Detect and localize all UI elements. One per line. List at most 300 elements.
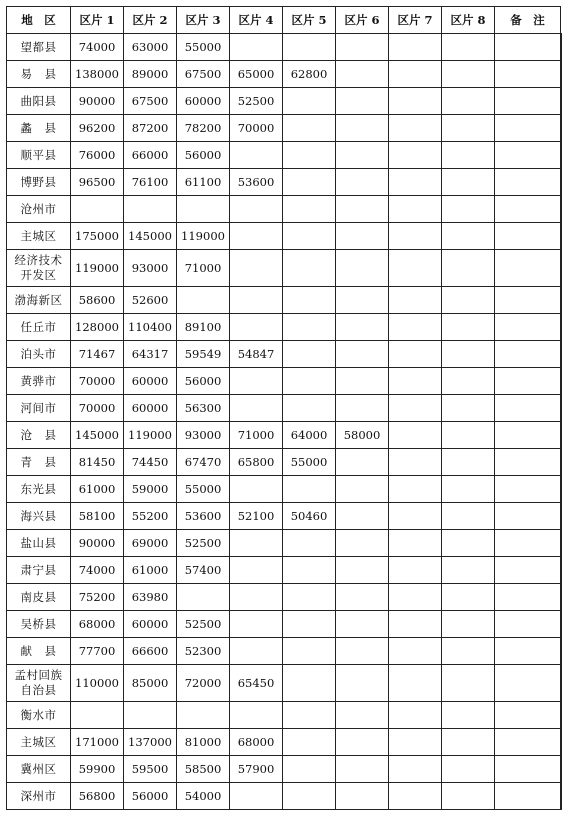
zone-3-price-cell: 89100 [177, 314, 230, 341]
table-row [7, 557, 562, 584]
zone-2-price-cell: 60000 [124, 395, 177, 422]
zone-4-price-cell [230, 287, 283, 314]
zone-5-price-cell [283, 115, 336, 142]
zone-6-price-cell [336, 449, 389, 476]
zone-4-price-cell [230, 314, 283, 341]
zone-7-price-cell [389, 115, 442, 142]
region-cell: 任丘市 [7, 314, 71, 341]
zone-3-price-cell: 67500 [177, 61, 230, 88]
region-cell: 河间市 [7, 395, 71, 422]
zone-3-price-cell: 55000 [177, 34, 230, 61]
zone-9-price-cell [495, 503, 561, 530]
region-cell: 南皮县 [7, 584, 71, 611]
zone-4-price-cell: 65800 [230, 449, 283, 476]
region-cell: 泊头市 [7, 341, 71, 368]
zone-3-price-cell: 52300 [177, 638, 230, 665]
zone-3-price-cell: 71000 [177, 250, 230, 287]
zone-2-price-cell: 59000 [124, 476, 177, 503]
zone-9-price-cell [495, 449, 561, 476]
zone-4-price-cell [230, 142, 283, 169]
remarks-cell [561, 341, 562, 368]
zone-6-price-cell [336, 476, 389, 503]
zone-6-price-cell [336, 250, 389, 287]
zone-5-price-cell [283, 530, 336, 557]
remarks-cell [561, 476, 562, 503]
zone-6-price-cell [336, 88, 389, 115]
table-row [7, 341, 562, 368]
zone-9-price-cell [495, 169, 561, 196]
zone-4-price-cell [230, 395, 283, 422]
zone-4-price-cell: 53600 [230, 169, 283, 196]
zone-3-price-cell: 67470 [177, 449, 230, 476]
remarks-cell [561, 250, 562, 287]
header-zone-2: 区片 2 [124, 7, 177, 34]
zone-1-price-cell: 74000 [71, 557, 124, 584]
remarks-cell [561, 756, 562, 783]
zone-2-price-cell: 63000 [124, 34, 177, 61]
zone-6-price-cell [336, 783, 389, 810]
zone-1-price-cell [71, 702, 124, 729]
zone-9-price-cell [495, 142, 561, 169]
zone-6-price-cell [336, 584, 389, 611]
zone-1-price-cell: 70000 [71, 395, 124, 422]
zone-2-price-cell: 87200 [124, 115, 177, 142]
zone-9-price-cell [495, 729, 561, 756]
zone-8-price-cell [442, 341, 495, 368]
remarks-cell [561, 368, 562, 395]
zone-8-price-cell [442, 169, 495, 196]
zone-6-price-cell [336, 729, 389, 756]
zone-7-price-cell [389, 729, 442, 756]
zone-1-price-cell: 74000 [71, 34, 124, 61]
zone-1-price-cell: 171000 [71, 729, 124, 756]
zone-1-price-cell: 138000 [71, 61, 124, 88]
header-zone-5: 区片 5 [283, 7, 336, 34]
header-zone-3: 区片 3 [177, 7, 230, 34]
zone-8-price-cell [442, 314, 495, 341]
zone-5-price-cell [283, 169, 336, 196]
zone-2-price-cell: 93000 [124, 250, 177, 287]
zone-2-price-cell: 52600 [124, 287, 177, 314]
zone-8-price-cell [442, 530, 495, 557]
zone-3-price-cell: 57400 [177, 557, 230, 584]
zone-8-price-cell [442, 196, 495, 223]
zone-8-price-cell [442, 115, 495, 142]
header-zone-4: 区片 4 [230, 7, 283, 34]
region-cell: 望都县 [7, 34, 71, 61]
header-remarks: 备 注 [495, 7, 561, 34]
zone-7-price-cell [389, 557, 442, 584]
zone-9-price-cell [495, 287, 561, 314]
zone-1-price-cell: 76000 [71, 142, 124, 169]
zone-6-price-cell [336, 223, 389, 250]
zone-7-price-cell [389, 223, 442, 250]
zone-6-price-cell: 58000 [336, 422, 389, 449]
zone-6-price-cell [336, 34, 389, 61]
remarks-cell [561, 503, 562, 530]
zone-4-price-cell [230, 196, 283, 223]
zone-3-price-cell: 60000 [177, 88, 230, 115]
table-row [7, 638, 562, 665]
zone-5-price-cell [283, 783, 336, 810]
zone-2-price-cell: 145000 [124, 223, 177, 250]
document-page [6, 6, 562, 810]
zone-7-price-cell [389, 34, 442, 61]
zone-1-price-cell: 75200 [71, 584, 124, 611]
zone-6-price-cell [336, 142, 389, 169]
region-cell: 主城区 [7, 729, 71, 756]
zone-9-price-cell [495, 341, 561, 368]
zone-6-price-cell [336, 665, 389, 702]
zone-1-price-cell: 58100 [71, 503, 124, 530]
zone-2-price-cell: 61000 [124, 557, 177, 584]
zone-1-price-cell: 70000 [71, 368, 124, 395]
zone-2-price-cell [124, 702, 177, 729]
remarks-cell [561, 196, 562, 223]
zone-2-price-cell: 137000 [124, 729, 177, 756]
zone-1-price-cell: 77700 [71, 638, 124, 665]
zone-7-price-cell [389, 665, 442, 702]
region-cell: 渤海新区 [7, 287, 71, 314]
zone-3-price-cell: 56000 [177, 368, 230, 395]
table-body [7, 34, 562, 810]
zone-7-price-cell [389, 196, 442, 223]
zone-2-price-cell: 69000 [124, 530, 177, 557]
zone-1-price-cell: 68000 [71, 611, 124, 638]
zone-3-price-cell: 93000 [177, 422, 230, 449]
zone-4-price-cell [230, 638, 283, 665]
remarks-cell [561, 314, 562, 341]
region-cell: 衡水市 [7, 702, 71, 729]
zone-4-price-cell: 70000 [230, 115, 283, 142]
zone-4-price-cell [230, 702, 283, 729]
zone-3-price-cell: 56300 [177, 395, 230, 422]
table-row [7, 756, 562, 783]
remarks-cell [561, 530, 562, 557]
zone-4-price-cell [230, 476, 283, 503]
zone-7-price-cell [389, 169, 442, 196]
zone-1-price-cell [71, 196, 124, 223]
zone-1-price-cell: 61000 [71, 476, 124, 503]
table-row [7, 729, 562, 756]
zone-5-price-cell [283, 638, 336, 665]
zone-4-price-cell: 68000 [230, 729, 283, 756]
zone-6-price-cell [336, 638, 389, 665]
zone-3-price-cell: 56000 [177, 142, 230, 169]
zone-7-price-cell [389, 638, 442, 665]
zone-7-price-cell [389, 503, 442, 530]
zone-2-price-cell: 66600 [124, 638, 177, 665]
zone-7-price-cell [389, 368, 442, 395]
zone-2-price-cell: 110400 [124, 314, 177, 341]
zone-3-price-cell [177, 196, 230, 223]
zone-3-price-cell: 55000 [177, 476, 230, 503]
region-cell: 吴桥县 [7, 611, 71, 638]
zone-4-price-cell [230, 250, 283, 287]
zone-8-price-cell [442, 783, 495, 810]
remarks-cell [561, 34, 562, 61]
zone-3-price-cell [177, 287, 230, 314]
zone-5-price-cell [283, 34, 336, 61]
header-zone-1: 区片 1 [71, 7, 124, 34]
header-zone-8: 区片 8 [442, 7, 495, 34]
zone-5-price-cell: 55000 [283, 449, 336, 476]
region-cell: 沧 县 [7, 422, 71, 449]
region-cell: 黄骅市 [7, 368, 71, 395]
zone-4-price-cell: 52100 [230, 503, 283, 530]
zone-2-price-cell: 55200 [124, 503, 177, 530]
zone-8-price-cell [442, 557, 495, 584]
zone-5-price-cell [283, 665, 336, 702]
region-cell: 青 县 [7, 449, 71, 476]
zone-1-price-cell: 90000 [71, 530, 124, 557]
remarks-cell [561, 142, 562, 169]
zone-3-price-cell: 78200 [177, 115, 230, 142]
zone-5-price-cell: 50460 [283, 503, 336, 530]
zone-6-price-cell [336, 368, 389, 395]
zone-3-price-cell: 54000 [177, 783, 230, 810]
zone-1-price-cell: 56800 [71, 783, 124, 810]
remarks-cell [561, 584, 562, 611]
zone-4-price-cell [230, 783, 283, 810]
remarks-cell [561, 449, 562, 476]
zone-8-price-cell [442, 476, 495, 503]
remarks-cell [561, 422, 562, 449]
zone-1-price-cell: 145000 [71, 422, 124, 449]
zone-7-price-cell [389, 395, 442, 422]
zone-1-price-cell: 58600 [71, 287, 124, 314]
zone-5-price-cell [283, 756, 336, 783]
zone-3-price-cell: 53600 [177, 503, 230, 530]
zone-8-price-cell [442, 287, 495, 314]
zone-8-price-cell [442, 702, 495, 729]
zone-2-price-cell: 119000 [124, 422, 177, 449]
zone-2-price-cell: 66000 [124, 142, 177, 169]
remarks-cell [561, 783, 562, 810]
zone-6-price-cell [336, 287, 389, 314]
zone-1-price-cell: 119000 [71, 250, 124, 287]
zone-1-price-cell: 81450 [71, 449, 124, 476]
zone-5-price-cell [283, 476, 336, 503]
zone-4-price-cell: 71000 [230, 422, 283, 449]
zone-9-price-cell [495, 368, 561, 395]
remarks-cell [561, 729, 562, 756]
table-row [7, 196, 562, 223]
zone-9-price-cell [495, 34, 561, 61]
zone-9-price-cell [495, 61, 561, 88]
zone-8-price-cell [442, 88, 495, 115]
zone-2-price-cell: 60000 [124, 611, 177, 638]
zone-2-price-cell: 85000 [124, 665, 177, 702]
zone-1-price-cell: 175000 [71, 223, 124, 250]
table-row [7, 395, 562, 422]
zone-9-price-cell [495, 422, 561, 449]
zone-2-price-cell: 74450 [124, 449, 177, 476]
table-row [7, 223, 562, 250]
zone-1-price-cell: 71467 [71, 341, 124, 368]
region-cell: 顺平县 [7, 142, 71, 169]
region-cell: 博野县 [7, 169, 71, 196]
region-cell: 曲阳县 [7, 88, 71, 115]
region-cell: 主城区 [7, 223, 71, 250]
zone-8-price-cell [442, 422, 495, 449]
zone-6-price-cell [336, 341, 389, 368]
zone-5-price-cell [283, 196, 336, 223]
zone-9-price-cell [495, 196, 561, 223]
zone-5-price-cell: 62800 [283, 61, 336, 88]
zone-3-price-cell [177, 584, 230, 611]
table-row [7, 34, 562, 61]
zone-5-price-cell [283, 142, 336, 169]
land-price-table [6, 6, 562, 810]
zone-7-price-cell [389, 476, 442, 503]
zone-6-price-cell [336, 702, 389, 729]
table-row [7, 422, 562, 449]
zone-7-price-cell [389, 250, 442, 287]
zone-3-price-cell: 72000 [177, 665, 230, 702]
zone-5-price-cell [283, 250, 336, 287]
remarks-cell [561, 287, 562, 314]
zone-7-price-cell [389, 287, 442, 314]
zone-8-price-cell [442, 34, 495, 61]
zone-9-price-cell [495, 756, 561, 783]
table-row [7, 665, 562, 702]
zone-2-price-cell: 60000 [124, 368, 177, 395]
zone-6-price-cell [336, 169, 389, 196]
zone-3-price-cell: 58500 [177, 756, 230, 783]
zone-9-price-cell [495, 702, 561, 729]
zone-8-price-cell [442, 142, 495, 169]
zone-2-price-cell: 89000 [124, 61, 177, 88]
zone-8-price-cell [442, 368, 495, 395]
zone-1-price-cell: 90000 [71, 88, 124, 115]
zone-7-price-cell [389, 702, 442, 729]
zone-4-price-cell [230, 34, 283, 61]
zone-4-price-cell: 57900 [230, 756, 283, 783]
zone-5-price-cell: 64000 [283, 422, 336, 449]
region-cell: 经济技术 开发区 [7, 250, 71, 287]
table-row [7, 611, 562, 638]
zone-4-price-cell: 65000 [230, 61, 283, 88]
zone-4-price-cell [230, 611, 283, 638]
zone-6-price-cell [336, 395, 389, 422]
zone-9-price-cell [495, 115, 561, 142]
zone-9-price-cell [495, 530, 561, 557]
table-row [7, 314, 562, 341]
zone-8-price-cell [442, 223, 495, 250]
remarks-cell [561, 115, 562, 142]
zone-5-price-cell [283, 341, 336, 368]
zone-4-price-cell [230, 557, 283, 584]
zone-5-price-cell [283, 611, 336, 638]
zone-5-price-cell [283, 729, 336, 756]
zone-7-price-cell [389, 584, 442, 611]
zone-5-price-cell [283, 287, 336, 314]
zone-2-price-cell: 76100 [124, 169, 177, 196]
zone-1-price-cell: 96500 [71, 169, 124, 196]
remarks-cell [561, 223, 562, 250]
zone-9-price-cell [495, 314, 561, 341]
zone-8-price-cell [442, 665, 495, 702]
zone-8-price-cell [442, 449, 495, 476]
zone-7-price-cell [389, 783, 442, 810]
zone-1-price-cell: 110000 [71, 665, 124, 702]
table-row [7, 287, 562, 314]
zone-4-price-cell [230, 223, 283, 250]
region-cell: 献 县 [7, 638, 71, 665]
zone-5-price-cell [283, 88, 336, 115]
zone-9-price-cell [495, 557, 561, 584]
zone-7-price-cell [389, 142, 442, 169]
zone-9-price-cell [495, 665, 561, 702]
table-row [7, 476, 562, 503]
zone-5-price-cell [283, 368, 336, 395]
table-row [7, 584, 562, 611]
table-row [7, 783, 562, 810]
remarks-cell [561, 702, 562, 729]
table-row [7, 503, 562, 530]
zone-8-price-cell [442, 584, 495, 611]
zone-3-price-cell: 81000 [177, 729, 230, 756]
remarks-cell [561, 665, 562, 702]
zone-2-price-cell: 67500 [124, 88, 177, 115]
zone-3-price-cell: 52500 [177, 611, 230, 638]
remarks-cell [561, 169, 562, 196]
region-cell: 东光县 [7, 476, 71, 503]
table-row [7, 142, 562, 169]
zone-9-price-cell [495, 476, 561, 503]
region-cell: 沧州市 [7, 196, 71, 223]
header-zone-6: 区片 6 [336, 7, 389, 34]
zone-5-price-cell [283, 557, 336, 584]
zone-3-price-cell: 119000 [177, 223, 230, 250]
zone-2-price-cell [124, 196, 177, 223]
zone-1-price-cell: 96200 [71, 115, 124, 142]
zone-9-price-cell [495, 250, 561, 287]
zone-9-price-cell [495, 395, 561, 422]
zone-1-price-cell: 59900 [71, 756, 124, 783]
zone-8-price-cell [442, 395, 495, 422]
table-row [7, 449, 562, 476]
remarks-cell [561, 61, 562, 88]
zone-9-price-cell [495, 638, 561, 665]
zone-3-price-cell: 52500 [177, 530, 230, 557]
zone-4-price-cell: 52500 [230, 88, 283, 115]
region-cell: 海兴县 [7, 503, 71, 530]
zone-7-price-cell [389, 88, 442, 115]
zone-7-price-cell [389, 756, 442, 783]
zone-8-price-cell [442, 61, 495, 88]
zone-4-price-cell: 54847 [230, 341, 283, 368]
zone-2-price-cell: 59500 [124, 756, 177, 783]
remarks-cell [561, 611, 562, 638]
region-cell: 孟村回族 自治县 [7, 665, 71, 702]
zone-3-price-cell: 61100 [177, 169, 230, 196]
zone-5-price-cell [283, 702, 336, 729]
zone-9-price-cell [495, 223, 561, 250]
zone-4-price-cell [230, 530, 283, 557]
zone-7-price-cell [389, 61, 442, 88]
table-row [7, 250, 562, 287]
table-row [7, 115, 562, 142]
region-cell: 深州市 [7, 783, 71, 810]
zone-6-price-cell [336, 557, 389, 584]
remarks-cell [561, 395, 562, 422]
zone-7-price-cell [389, 449, 442, 476]
zone-8-price-cell [442, 611, 495, 638]
zone-8-price-cell [442, 250, 495, 287]
zone-4-price-cell [230, 584, 283, 611]
